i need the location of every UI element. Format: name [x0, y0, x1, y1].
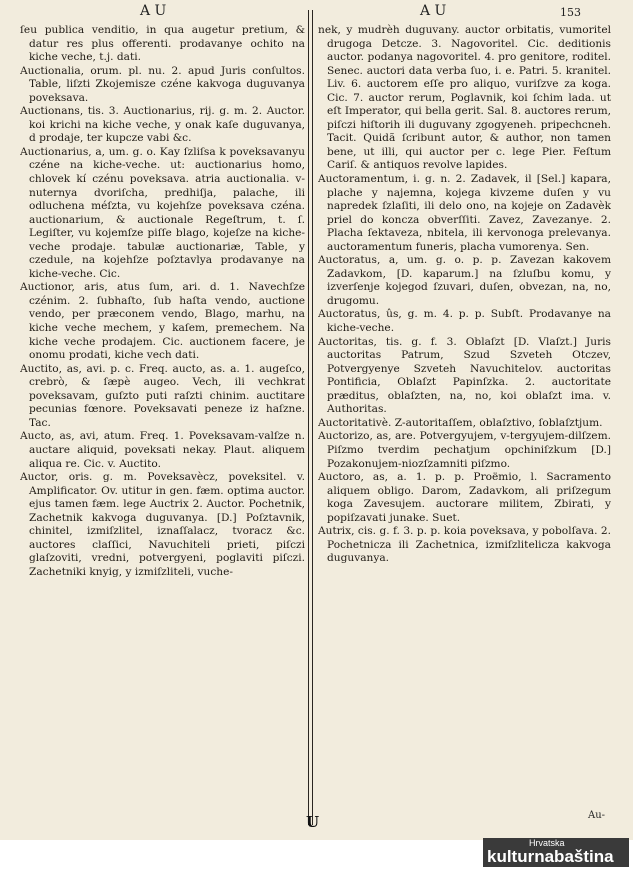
- dictionary-entry: Auctoramentum, i. g. n. 2. Zadavek, il [Sel.] kapara, plache y najemna, kojega kivzeme duſen y vu napredek ſzlaſiti, ili delo ono, na kojeje on Zadavèk priel do koncza obverſſiti. Zavez, Zavezanye. 2. Placha ſektaveza, nbitela, ili kervonoga prelevanya. auctoramentum funeris, placha vumorenya. Sen.: [318, 173, 611, 253]
- dictionary-entry: Auctor, oris. g. m. Poveksavècz, poveksitel. v. Amplificator. Ov. utitur in gen. fæm. optima auctor. ejus tamen fæm. lege Auctrix 2. Auctor. Pochetnik, Zachetnik kakvoga duguvanya. [D.] Poſztavnik, chinitel, izmiſzlitel, iznaſſalacz, tvoracz &c. auctores claſſici, Navuchiteli prieti, piſczi glaſzoviti, vredni, potvergyeni, poglaviti piſczi. Zachetniki knyig, y izmiſzliteli, vuche-: [20, 471, 305, 578]
- dictionary-entry: Auctoratus, ûs, g. m. 4. p. p. Subſt. Prodavanye na kiche-veche.: [318, 308, 611, 335]
- dictionary-entry: Auctoro, as, a. 1. p. p. Proëmio, l. Sacramento aliquem obligo. Darom, Zadavkom, ali priſzegum koga Zavesujem. auctorare militem, Zbirati, y popiſzavati junake. Suet.: [318, 471, 611, 524]
- dictionary-entry: Auctoritas, tis. g. f. 3. Oblaſzt [D. Vlaſzt.] Juris auctoritas Patrum, Szud Szveteh Otczev, Potvergyenye Szveteh Navuchitelov. auctoritas Pontificia, Oblaſzt Papinſzka. 2. auctoritate præditus, oblaſzten, na, no, koi oblaſzt ima. v. Authoritas.: [318, 335, 611, 416]
- dictionary-entry: nek, y mudrèh duguvany. auctor orbitatis, vumoritel drugoga Detcze. 3. Nagovoritel. Cic. deditionis auctor. podanya nagovoritel. 4. pro genitore, roditel. Senec. auctori data verba ſuo, i. e. Patri. 5. kranitel. Liv. 6. auctorem eſſe pro aliquo, vuriſzve za koga. Cic. 7. auctor rerum, Poglavnik, koi ſchim lada. ut eſt Imperator, qui bella gerit. Sal. 8. auctores rerum, piſczi hiſtorih ili duguvany zgogyeneh. pripechcneh. Tacit. Quidã ſcribunt autor, & author, non tamen bene, ut illi, qui auctor per c. lege Pier. Feſtum Cariſ. & antiquos revolve lapides.: [318, 24, 611, 172]
- dictionary-entry: Auctoritativè. Z-autoritaſſem, oblaſztivo, ſoblaſztjum.: [318, 416, 603, 429]
- running-head-right: A U: [420, 3, 447, 19]
- dictionary-entry: Autrix, cis. g. f. 3. p. p. koia poveksava, y pobolſava. 2. Pochetnicza ili Zachetnica, izmiſzlitelicza kakvoga duguvanya.: [318, 525, 611, 565]
- dictionary-entry: Auctionor, aris, atus ſum, ari. d. 1. Navechſze czénim. 2. ſubhaſto, ſub haſta vendo, auctione vendo, per præconem vendo, Blago, marhu, na kiche veche mechem, y kaſem, premechem. Na kiche veche prodajem. Cic. auctionem facere, je onomu prodati, kiche vech dati.: [20, 281, 305, 362]
- column-divider: [312, 10, 313, 825]
- logo-line-1: Hrvatska: [529, 838, 565, 848]
- logo-line-2: kulturnabaština: [487, 847, 614, 866]
- page-number: 153: [560, 6, 581, 19]
- dictionary-entry: Auctito, as, avi. p. c. Freq. aucto, as. a. 1. augeſco, crebrò, & ſæpè augeo. Vech, ili vechkrat poveksavam, guſzto puti raſzti chinim. auctitare pecunias fœnore. Poveksavati peneze iz haſzne. Tac.: [20, 362, 305, 429]
- dictionary-entry: Aucto, as, avi, atum. Freq. 1. Poveksavam-valſze n. auctare aliquid, poveksati nekay. Plaut. aliquem aliqua re. Cic. v. Auctito.: [20, 430, 305, 470]
- dictionary-entry: Auctoratus, a, um. g. o. p. p. Zavezan kakovem Zadavkom, [D. kaparum.] na ſzluſbu komu, y izverſenje kojegod ſzuvari, duſen, obvezan, na, no, drugomu.: [318, 254, 611, 307]
- dictionary-entry: Auctionarius, a, um. g. o. Kay ſzliſsa k poveksavanyu czéne na kiche-veche. ut: auctionarius homo, chlovek kí czénu poveksava. atria auctionalia. v-nuternya dvoriſcha, predhiſja, palache, ili odluchena méſzta, vu kojehſze poveksava czéna. auctionarium, & auctionale Regeſtrum, t. ſ. Legiſter, vu kojemſze piſſe blago, kojeſze na kiche-veche prodaje. tabulæ auctionariæ, Table, y czedule, na kojehſze poſztavlya prodavanye na kiche-veche. Cic.: [20, 145, 305, 280]
- left-column: [20, 24, 305, 820]
- dictionary-entry: ſeu publica venditio, in qua augetur pretium, & datur res plus offerenti. prodavanye ochito na kiche veche, t.j. dati.: [20, 24, 305, 64]
- column-divider: [308, 10, 309, 825]
- dictionary-entry: Auctionalia, orum. pl. nu. 2. apud Juris conſultos. Table, liſzti Zkojemisze czéne kakvoga duguvanya poveksava.: [20, 64, 305, 104]
- dictionary-entry: Auctionans, tis. 3. Auctionarius, rij. g. m. 2. Auctor. koi krichi na kiche veche, y onak kaſe duguvanya, d prodaje, ter kupcze vabi &c.: [20, 105, 305, 145]
- catchword: Au-: [588, 810, 606, 821]
- hrvatska-kulturna-bastina-logo: [483, 838, 629, 867]
- dictionary-entry: Auctorizo, as, are. Potvergyujem, v-tergyujem-dilſzem. Piſzmo tverdim pechatjum opchiniſzkum [D.] Pozakonujem-niozſzamniti piſzmo.: [318, 430, 611, 470]
- right-column: [318, 24, 611, 824]
- signature-mark: U: [306, 813, 320, 831]
- running-head-left: A U: [140, 3, 167, 19]
